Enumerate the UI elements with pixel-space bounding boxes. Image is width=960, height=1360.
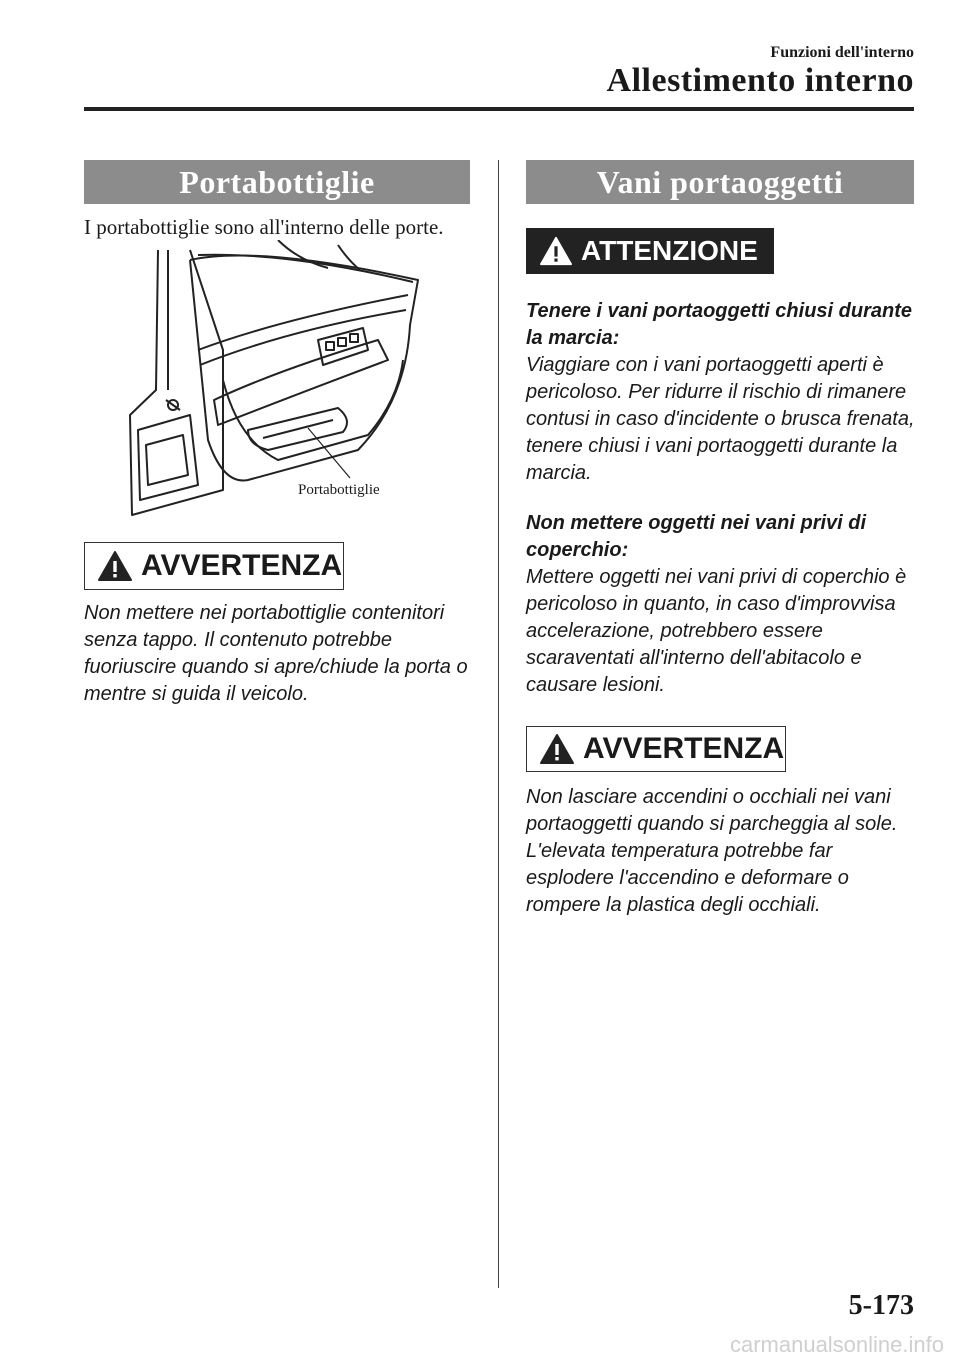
caution-heading-1: Tenere i vani portaoggetti chiusi durante la marcia: (526, 300, 912, 349)
watermark: carmanualsonline.info (729, 1332, 944, 1357)
caution-text-2: Mettere oggetti nei vani privi di coperchio è pericoloso in quanto, in caso d'improvvisa accelerazione, potrebbero essere scaraventati all'interno dell'abitacolo e causare lesioni. (526, 566, 907, 696)
header-rule (84, 107, 914, 111)
chapter-title: Allestimento interno (606, 62, 914, 99)
figure-label: Portabottiglie (298, 482, 380, 498)
warning-label-right (526, 726, 786, 772)
section-banner-portabottiglie: Portabottiglie (84, 160, 470, 204)
warning-text-left: Non mettere nei portabottiglie contenitori senza tappo. Il contenuto potrebbe fuoriuscire quando si apre/chiude la porta o mentre si guida il veicolo. (84, 602, 468, 705)
section-banner-vani-portaoggetti: Vani portaoggetti (526, 160, 914, 204)
caution-heading-2: Non mettere oggetti nei vani privi di coperchio: (526, 512, 867, 561)
warning-label-left (84, 542, 344, 590)
caution-paragraph-2 (526, 510, 921, 699)
intro-text: I portabottiglie sono all'interno delle porte. (84, 215, 444, 239)
warning-triangle-icon (539, 236, 573, 266)
warning-text-right: Non lasciare accendini o occhiali nei vani portaoggetti quando si parcheggia al sole. L'elevata temperatura potrebbe far esplodere l'accendino e deformare o rompere la plastica degli occhiali. (526, 786, 898, 916)
car-door-illustration (128, 240, 428, 530)
caution-text-1: Viaggiare con i vani portaoggetti aperti è pericoloso. Per ridurre il rischio di rimanere contusi in caso d'incidente o brusca frenata, tenere chiusi i vani portaoggetti durante la marcia. (526, 354, 915, 484)
warning-triangle-icon (97, 550, 133, 582)
chapter-subtitle: Funzioni dell'interno (770, 44, 914, 61)
page-number: 5-173 (848, 1290, 914, 1321)
caution-label (526, 228, 774, 274)
warning-triangle-icon (539, 733, 575, 765)
warning-label-text: AVVERTENZA (583, 732, 785, 765)
caution-paragraph-1 (526, 298, 921, 487)
warning-label-text: AVVERTENZA (141, 549, 343, 582)
column-divider (498, 160, 499, 1288)
caution-label-text: ATTENZIONE (581, 235, 758, 266)
